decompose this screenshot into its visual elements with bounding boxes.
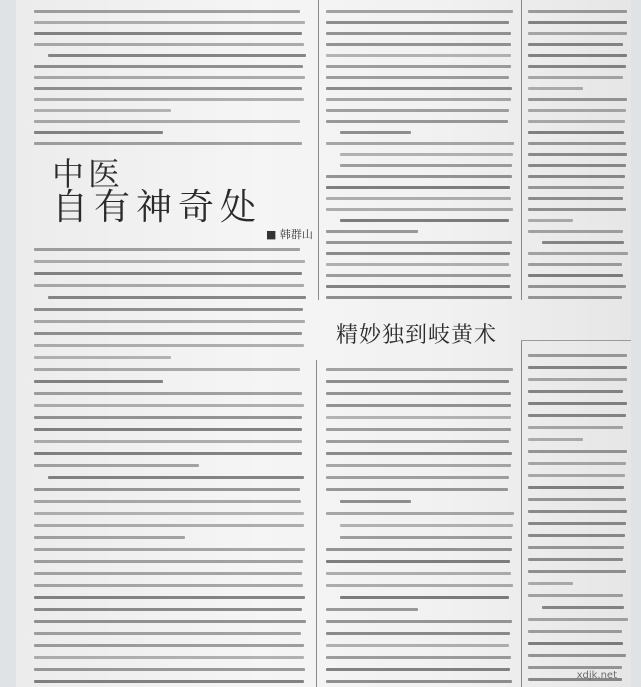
illegible-text-line [326, 230, 418, 233]
illegible-text-line [326, 10, 513, 13]
article-body-right-bottom [528, 350, 628, 684]
illegible-text-line [34, 596, 305, 599]
illegible-text-line [340, 131, 411, 134]
illegible-text-line [528, 21, 627, 24]
illegible-text-line [528, 498, 626, 501]
illegible-text-line [34, 584, 303, 587]
illegible-text-line [34, 512, 304, 515]
illegible-text-line [326, 186, 510, 189]
illegible-text-line [34, 488, 300, 491]
illegible-text-line [528, 438, 583, 441]
illegible-text-line [48, 296, 306, 299]
article-headline-line1: 中医 [52, 155, 125, 193]
illegible-text-line [34, 656, 304, 659]
illegible-text-line [326, 109, 509, 112]
illegible-text-line [48, 54, 306, 57]
column-rule [521, 340, 522, 687]
illegible-text-line [326, 440, 509, 443]
article-body-middle-top [326, 6, 514, 302]
column-rule [521, 0, 522, 300]
illegible-text-line [34, 284, 304, 287]
illegible-text-line [326, 572, 511, 575]
illegible-text-line [34, 428, 302, 431]
illegible-text-line [326, 252, 510, 255]
illegible-text-line [34, 404, 304, 407]
illegible-text-line [528, 10, 627, 13]
illegible-text-line [34, 76, 305, 79]
illegible-text-line [528, 354, 627, 357]
illegible-text-line [528, 87, 583, 90]
illegible-text-line [34, 131, 163, 134]
illegible-text-line [34, 500, 301, 503]
illegible-text-line [326, 548, 512, 551]
illegible-text-line [326, 296, 512, 299]
illegible-text-line [340, 219, 509, 222]
illegible-text-line [528, 570, 626, 573]
illegible-text-line [340, 524, 513, 527]
illegible-text-line [34, 524, 304, 527]
illegible-text-line [528, 654, 626, 657]
illegible-text-line [528, 426, 623, 429]
illegible-text-line [34, 98, 304, 101]
article-body-right-top [528, 6, 628, 302]
illegible-text-line [528, 252, 628, 255]
illegible-text-line [528, 558, 623, 561]
illegible-text-line [326, 241, 512, 244]
illegible-text-line [326, 668, 510, 671]
illegible-text-line [340, 153, 513, 156]
illegible-text-line [326, 452, 512, 455]
illegible-text-line [326, 285, 510, 288]
second-article-headline: 精妙独到岐黄术 [336, 323, 498, 348]
illegible-text-line [34, 644, 304, 647]
illegible-text-line [528, 522, 626, 525]
illegible-text-line [326, 680, 512, 683]
illegible-text-line [34, 668, 305, 671]
illegible-text-line [340, 164, 512, 167]
illegible-text-line [326, 76, 509, 79]
illegible-text-line [34, 560, 303, 563]
illegible-text-line [542, 241, 624, 244]
article-body-middle-bottom [326, 364, 514, 684]
illegible-text-line [528, 263, 622, 266]
illegible-text-line [326, 488, 508, 491]
illegible-text-line [34, 10, 300, 13]
article-headline-line2: 自有神奇处 [52, 187, 263, 228]
illegible-text-line [326, 142, 514, 145]
illegible-text-line [528, 274, 623, 277]
illegible-text-line [326, 380, 509, 383]
illegible-text-line [326, 208, 513, 211]
illegible-text-line [326, 54, 511, 57]
illegible-text-line [34, 416, 302, 419]
illegible-text-line [528, 666, 622, 669]
illegible-text-line [34, 380, 163, 383]
illegible-text-line [326, 584, 513, 587]
illegible-text-line [34, 344, 304, 347]
illegible-text-line [528, 65, 626, 68]
illegible-text-line [34, 87, 302, 90]
illegible-text-line [542, 606, 624, 609]
illegible-text-line [528, 164, 626, 167]
article-byline: ■ 韩群山 [266, 228, 313, 241]
illegible-text-line [34, 572, 302, 575]
illegible-text-line [528, 131, 624, 134]
illegible-text-line [528, 534, 625, 537]
illegible-text-line [528, 175, 625, 178]
illegible-text-line [528, 208, 626, 211]
article-body-left [34, 244, 306, 684]
illegible-text-line [326, 98, 511, 101]
illegible-text-line [34, 620, 306, 623]
illegible-text-line [326, 263, 509, 266]
illegible-text-line [340, 596, 509, 599]
illegible-text-line [34, 109, 171, 112]
illegible-text-line [326, 368, 513, 371]
illegible-text-line [528, 296, 622, 299]
illegible-text-line [326, 65, 511, 68]
illegible-text-line [34, 356, 171, 359]
illegible-text-line [34, 308, 303, 311]
illegible-text-line [326, 428, 511, 431]
illegible-text-line [34, 272, 302, 275]
illegible-text-line [528, 594, 623, 597]
illegible-text-line [34, 320, 305, 323]
illegible-text-line [34, 632, 301, 635]
illegible-text-line [528, 120, 625, 123]
watermark: xdjk.net [576, 670, 617, 681]
illegible-text-line [34, 120, 300, 123]
scan-margin-right [631, 0, 641, 687]
illegible-text-line [34, 608, 302, 611]
illegible-text-line [528, 186, 624, 189]
illegible-text-line [326, 120, 508, 123]
illegible-text-line [528, 285, 626, 288]
illegible-text-line [528, 414, 626, 417]
article-body-top-left [34, 6, 306, 146]
illegible-text-line [528, 582, 573, 585]
illegible-text-line [528, 98, 627, 101]
illegible-text-line [34, 368, 300, 371]
illegible-text-line [340, 500, 411, 503]
column-rule [318, 0, 319, 300]
illegible-text-line [34, 332, 302, 335]
illegible-text-line [326, 197, 511, 200]
illegible-text-line [34, 452, 302, 455]
illegible-text-line [326, 464, 511, 467]
illegible-text-line [326, 656, 511, 659]
illegible-text-line [326, 404, 511, 407]
illegible-text-line [34, 464, 199, 467]
illegible-text-line [326, 620, 512, 623]
illegible-text-line [528, 630, 622, 633]
illegible-text-line [326, 416, 511, 419]
illegible-text-line [326, 21, 509, 24]
illegible-text-line [34, 440, 302, 443]
illegible-text-line [34, 65, 303, 68]
illegible-text-line [528, 618, 628, 621]
illegible-text-line [48, 476, 304, 479]
illegible-text-line [528, 642, 623, 645]
illegible-text-line [34, 260, 305, 263]
illegible-text-line [528, 390, 623, 393]
illegible-text-line [326, 175, 512, 178]
illegible-text-line [528, 486, 624, 489]
illegible-text-line [326, 87, 512, 90]
illegible-text-line [528, 230, 623, 233]
illegible-text-line [34, 680, 304, 683]
newspaper-page [16, 0, 631, 687]
illegible-text-line [528, 450, 627, 453]
section-rule [521, 340, 631, 341]
illegible-text-line [528, 510, 627, 513]
illegible-text-line [34, 392, 302, 395]
illegible-text-line [34, 142, 302, 145]
illegible-text-line [528, 153, 627, 156]
column-rule [316, 360, 317, 687]
illegible-text-line [528, 76, 623, 79]
illegible-text-line [528, 402, 627, 405]
illegible-text-line [528, 366, 627, 369]
illegible-text-line [528, 378, 627, 381]
illegible-text-line [34, 536, 185, 539]
illegible-text-line [34, 21, 305, 24]
illegible-text-line [326, 560, 510, 563]
illegible-text-line [326, 632, 510, 635]
illegible-text-line [34, 43, 304, 46]
illegible-text-line [528, 32, 627, 35]
illegible-text-line [528, 142, 626, 145]
illegible-text-line [528, 462, 626, 465]
illegible-text-line [326, 476, 509, 479]
illegible-text-line [326, 512, 514, 515]
illegible-text-line [528, 43, 623, 46]
illegible-text-line [326, 644, 509, 647]
illegible-text-line [528, 546, 624, 549]
illegible-text-line [34, 32, 302, 35]
illegible-text-line [34, 548, 305, 551]
illegible-text-line [528, 54, 627, 57]
illegible-text-line [34, 248, 300, 251]
illegible-text-line [528, 219, 573, 222]
illegible-text-line [326, 392, 511, 395]
scan-margin-left [0, 0, 16, 687]
illegible-text-line [528, 474, 625, 477]
illegible-text-line [340, 536, 512, 539]
illegible-text-line [326, 43, 511, 46]
illegible-text-line [528, 197, 623, 200]
illegible-text-line [326, 274, 511, 277]
illegible-text-line [528, 109, 626, 112]
illegible-text-line [326, 608, 418, 611]
illegible-text-line [326, 32, 511, 35]
